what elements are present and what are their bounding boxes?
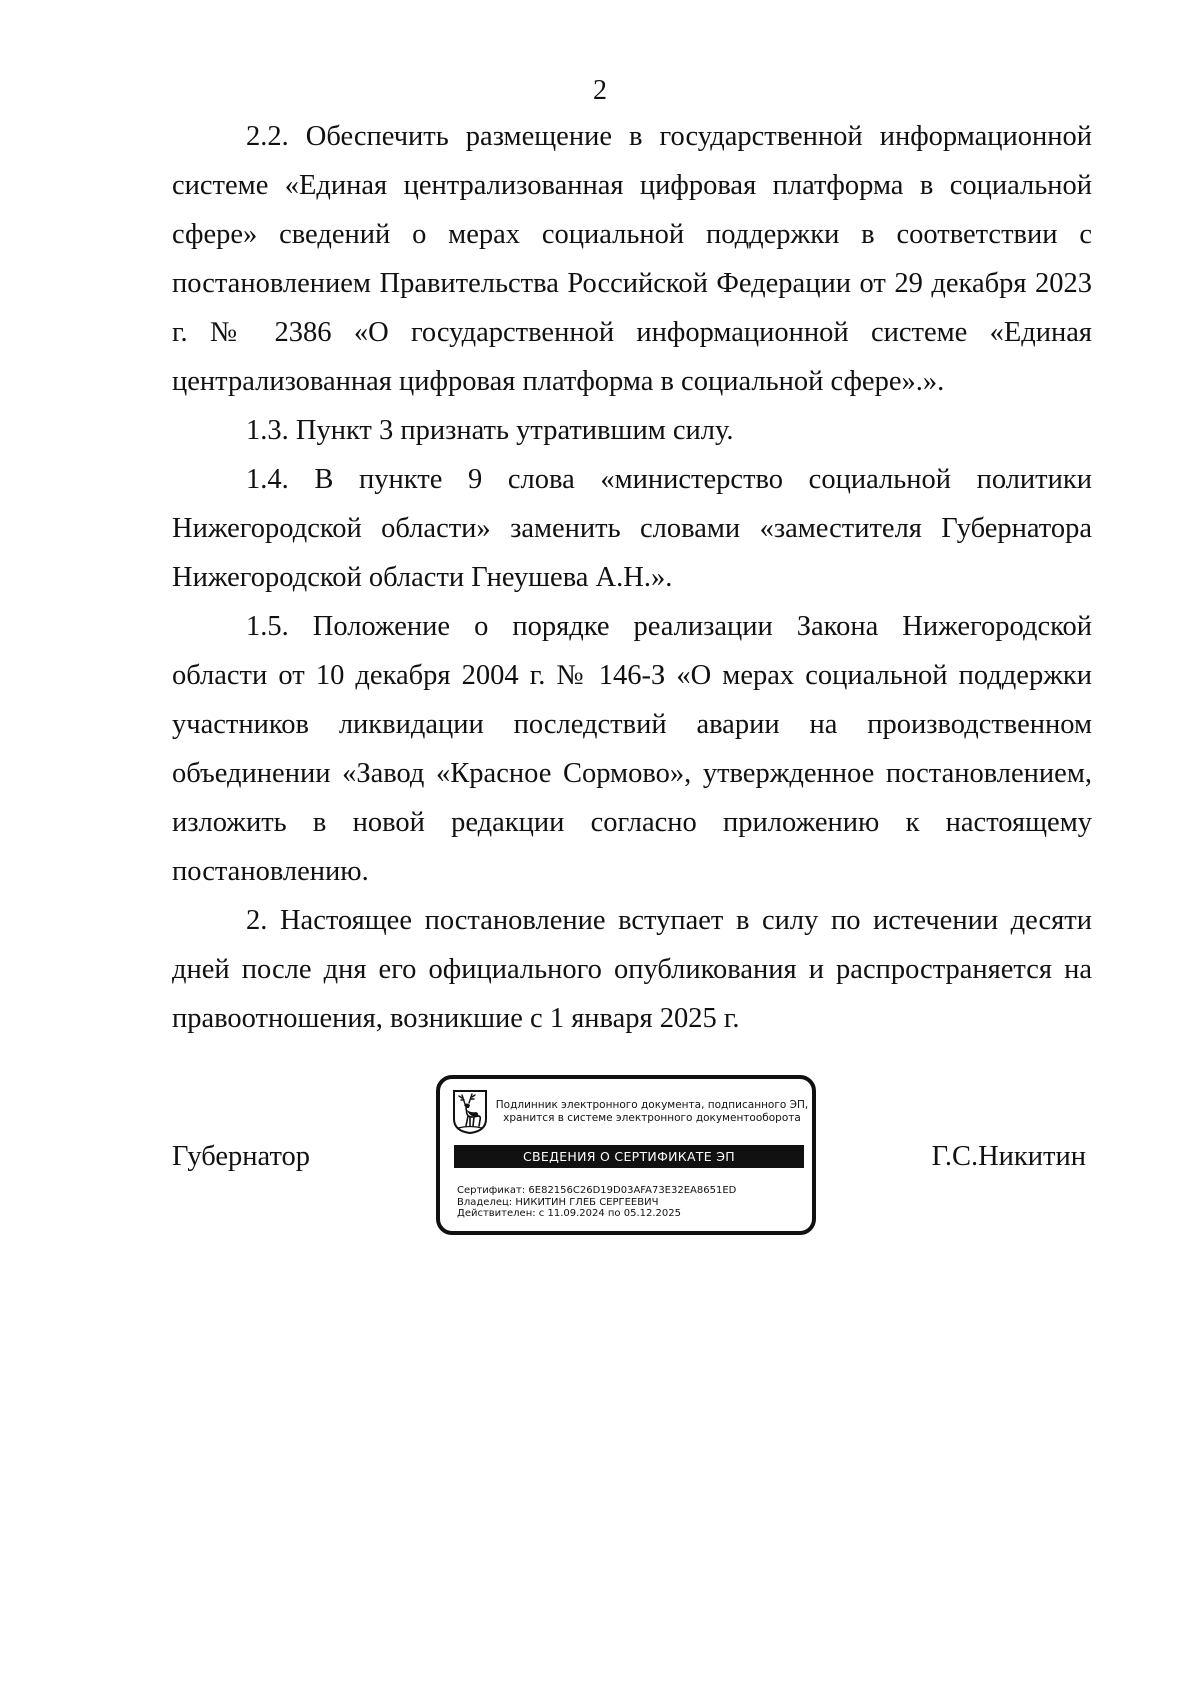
stamp-header-line-1: Подлинник электронного документа, подписанного ЭП, [495,1099,809,1111]
page-number: 2 [593,75,607,106]
certificate-details [457,1185,807,1220]
electronic-signature-stamp [436,1075,816,1235]
certificate-number: Сертификат: 6E82156C26D19D03AFA73E32EA8651ED [457,1185,737,1196]
signatory-name: Г.С.Никитин [931,1141,1086,1172]
paragraph-1-3: 1.3. Пункт 3 признать утратившим силу. [246,415,734,446]
stamp-header [494,1099,810,1125]
paragraph-2-2: 2.2. Обеспечить размещение в государственной информационной системе «Единая централизованная цифровая платформа в социальной сфере» сведений о мерах социальной поддержки в соответствии с постановлением Правительства Российской Федерации от 29 декабря 2023 г. № 2386 «О государственной информационной системе «Единая централизованная цифровая платформа в социальной сфере».». [172,121,1092,397]
stamp-header-line-2: хранится в системе электронного документооборота [503,1112,801,1124]
certificate-info-bar: СВЕДЕНИЯ О СЕРТИФИКАТЕ ЭП [454,1145,804,1168]
deer-emblem-icon [452,1089,488,1135]
paragraph-1-4: 1.4. В пункте 9 слова «министерство социальной политики Нижегородской области» заменить словами «заместителя Губернатора Нижегородской области Гнеушева А.Н.». [172,464,1092,593]
paragraph-2: 2. Настоящее постановление вступает в силу по истечении десяти дней после дня его официального опубликования и распространяется на правоотношения, возникшие с 1 января 2025 г. [172,905,1092,1034]
signatory-title: Губернатор [172,1141,311,1172]
paragraph-1-5: 1.5. Положение о порядке реализации Закона Нижегородской области от 10 декабря 2004 г. № 146-З «О мерах социальной поддержки участников ликвидации последствий аварии на производственном объединении «Завод «Красное Сормово», утвержденное постановлением, изложить в новой редакции согласно приложению к настоящему постановлению. [172,611,1092,887]
certificate-owner: Владелец: НИКИТИН ГЛЕБ СЕРГЕЕВИЧ [457,1196,659,1208]
certificate-validity: Действителен: с 11.09.2024 по 05.12.2025 [457,1208,681,1219]
document-body [172,112,1092,1043]
signature-block [172,1075,1092,1245]
